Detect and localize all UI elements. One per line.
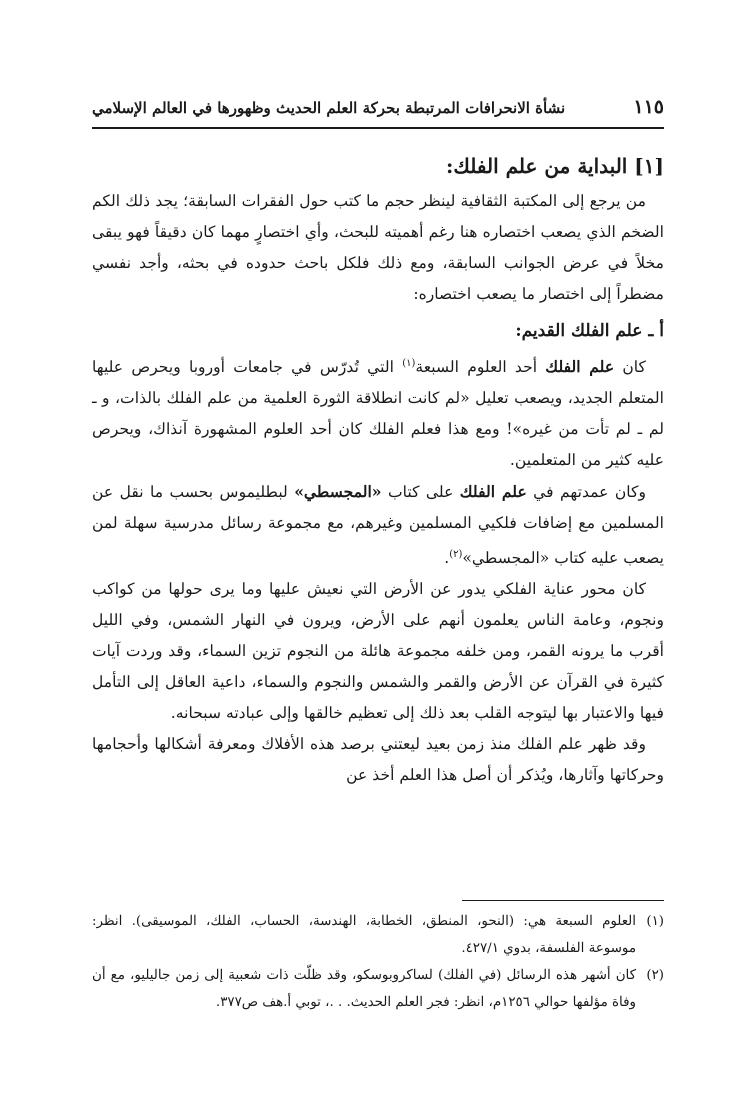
p1-text-a: كان bbox=[614, 358, 646, 377]
p2-bold-book: «المجسطي» bbox=[294, 482, 382, 502]
p1-text-c: أحد العلوم السبعة bbox=[415, 358, 546, 377]
header-rule bbox=[92, 127, 664, 129]
footnote-separator bbox=[462, 900, 664, 901]
intro-paragraph: من يرجع إلى المكتبة الثقافية لينظر حجم ما كتب حول الفقرات السابقة؛ يجد ذلك الكم الضخم الذي يصعب اختصاره هنا رغم أهميته للبحث، وأي اختصارٍ مهما كان دقيقاً فهو يبقى مخلاً في عرض الجوانب السابقة، ومع ذلك فلكل باحث حدوده في بحثه، وأجد نفسي مضطراً إلى اختصار ما يصعب اختصاره: bbox=[92, 192, 664, 303]
p2-text-a: وكان عمدتهم في bbox=[526, 483, 647, 502]
paragraph-astronomy-origin: وقد ظهر علم الفلك منذ زمن بعيد ليعتني برصد هذه الأفلاك ومعرفة أشكالها وأحجامها وحركاتها وآثارها، ويُذكر أن أصل هذا العلم أخذ عن bbox=[92, 735, 664, 785]
p2-text-c: على كتاب bbox=[381, 483, 460, 502]
footnote-1-text: العلوم السبعة هي: (النحو، المنطق، الخطابة، الهندسة، الحساب، الفلك، الموسيقى). انظر: موسوعة الفلسفة، بدوي ٤٢٧/١. bbox=[92, 914, 636, 956]
main-text bbox=[92, 146, 664, 791]
p2-text-e: لبطليموس بحسب ما نقل عن المسلمين مع إضافات فلكيي المسلمين وغيرهم، مع مجموعة رسائل مدرسية سهلة لمن يصعب عليه كتاب «المجسطي» bbox=[92, 483, 664, 568]
subsection-heading: أ ـ علم الفلك القديم: bbox=[515, 321, 664, 341]
footnote-2-mark: (٢) bbox=[646, 968, 664, 983]
p1-text-d: التي تُدرّس في جامعات أوروبا ويحرص عليها المتعلم الجديد، ويصعب تعليل «لم كانت انطلاقة الثورة العلمية من علم الفلك بالذات، و ـ لم ـ لم تأت من غيره»! ومع هذا فعلم الفلك كان أحد العلوم المشهورة آنذاك، ويحرص عليه كثير من المتعلمين. bbox=[92, 358, 664, 470]
paragraph-astronomy-sciences bbox=[92, 348, 664, 476]
paragraph-astronomer-focus: كان محور عناية الفلكي يدور عن الأرض التي نعيش عليها وما يرى حولها من كواكب ونجوم، وعامة الناس يعلمون أنهم على الأرض، ويرون في النهار الشمس، وفي الليل أقرب ما يرونه القمر، ومن خلفه مجموعة هائلة من النجوم تزين السماء، وقد وردت آيات كثيرة في القرآن عن الأرض والقمر والشمس والنجوم والسماء، داعية العاقل إلى التأمل فيها والاعتبار بها ليتوجه القلب بعد ذلك إلى تعظيم خالقها وإلى عبادته سبحانه. bbox=[92, 580, 664, 723]
p2-bold-term: علم الفلك bbox=[459, 482, 527, 502]
running-title: نشأة الانحرافات المرتبطة بحركة العلم الحديث وظهورها في العالم الإسلامي bbox=[92, 99, 566, 117]
footnote-1-mark: (١) bbox=[646, 914, 664, 929]
footnote-ref-1[interactable]: (١) bbox=[402, 358, 416, 369]
p1-bold-term: علم الفلك bbox=[545, 357, 615, 377]
footnote-2 bbox=[92, 962, 664, 1016]
footnote-1 bbox=[92, 908, 664, 962]
p2-text-f: . bbox=[444, 549, 450, 568]
footnote-2-text: كان أشهر هذه الرسائل (في الفلك) لساكروبوسكو، وقد ظلّت ذات شعبية إلى زمن جاليليو، مع أن وفاة مؤلفها حوالي ١٢٥٦م، انظر: فجر العلم الحديث. . .، توبي أ.هف ص٣٧٧. bbox=[92, 968, 636, 1010]
running-header bbox=[92, 96, 664, 118]
paragraph-almagest bbox=[92, 476, 664, 574]
footnotes bbox=[92, 908, 664, 1016]
page-number: ١١٥ bbox=[633, 96, 664, 118]
footnote-ref-2[interactable]: (٢) bbox=[449, 549, 463, 561]
section-heading: [١] البداية من علم الفلك: bbox=[446, 154, 664, 178]
